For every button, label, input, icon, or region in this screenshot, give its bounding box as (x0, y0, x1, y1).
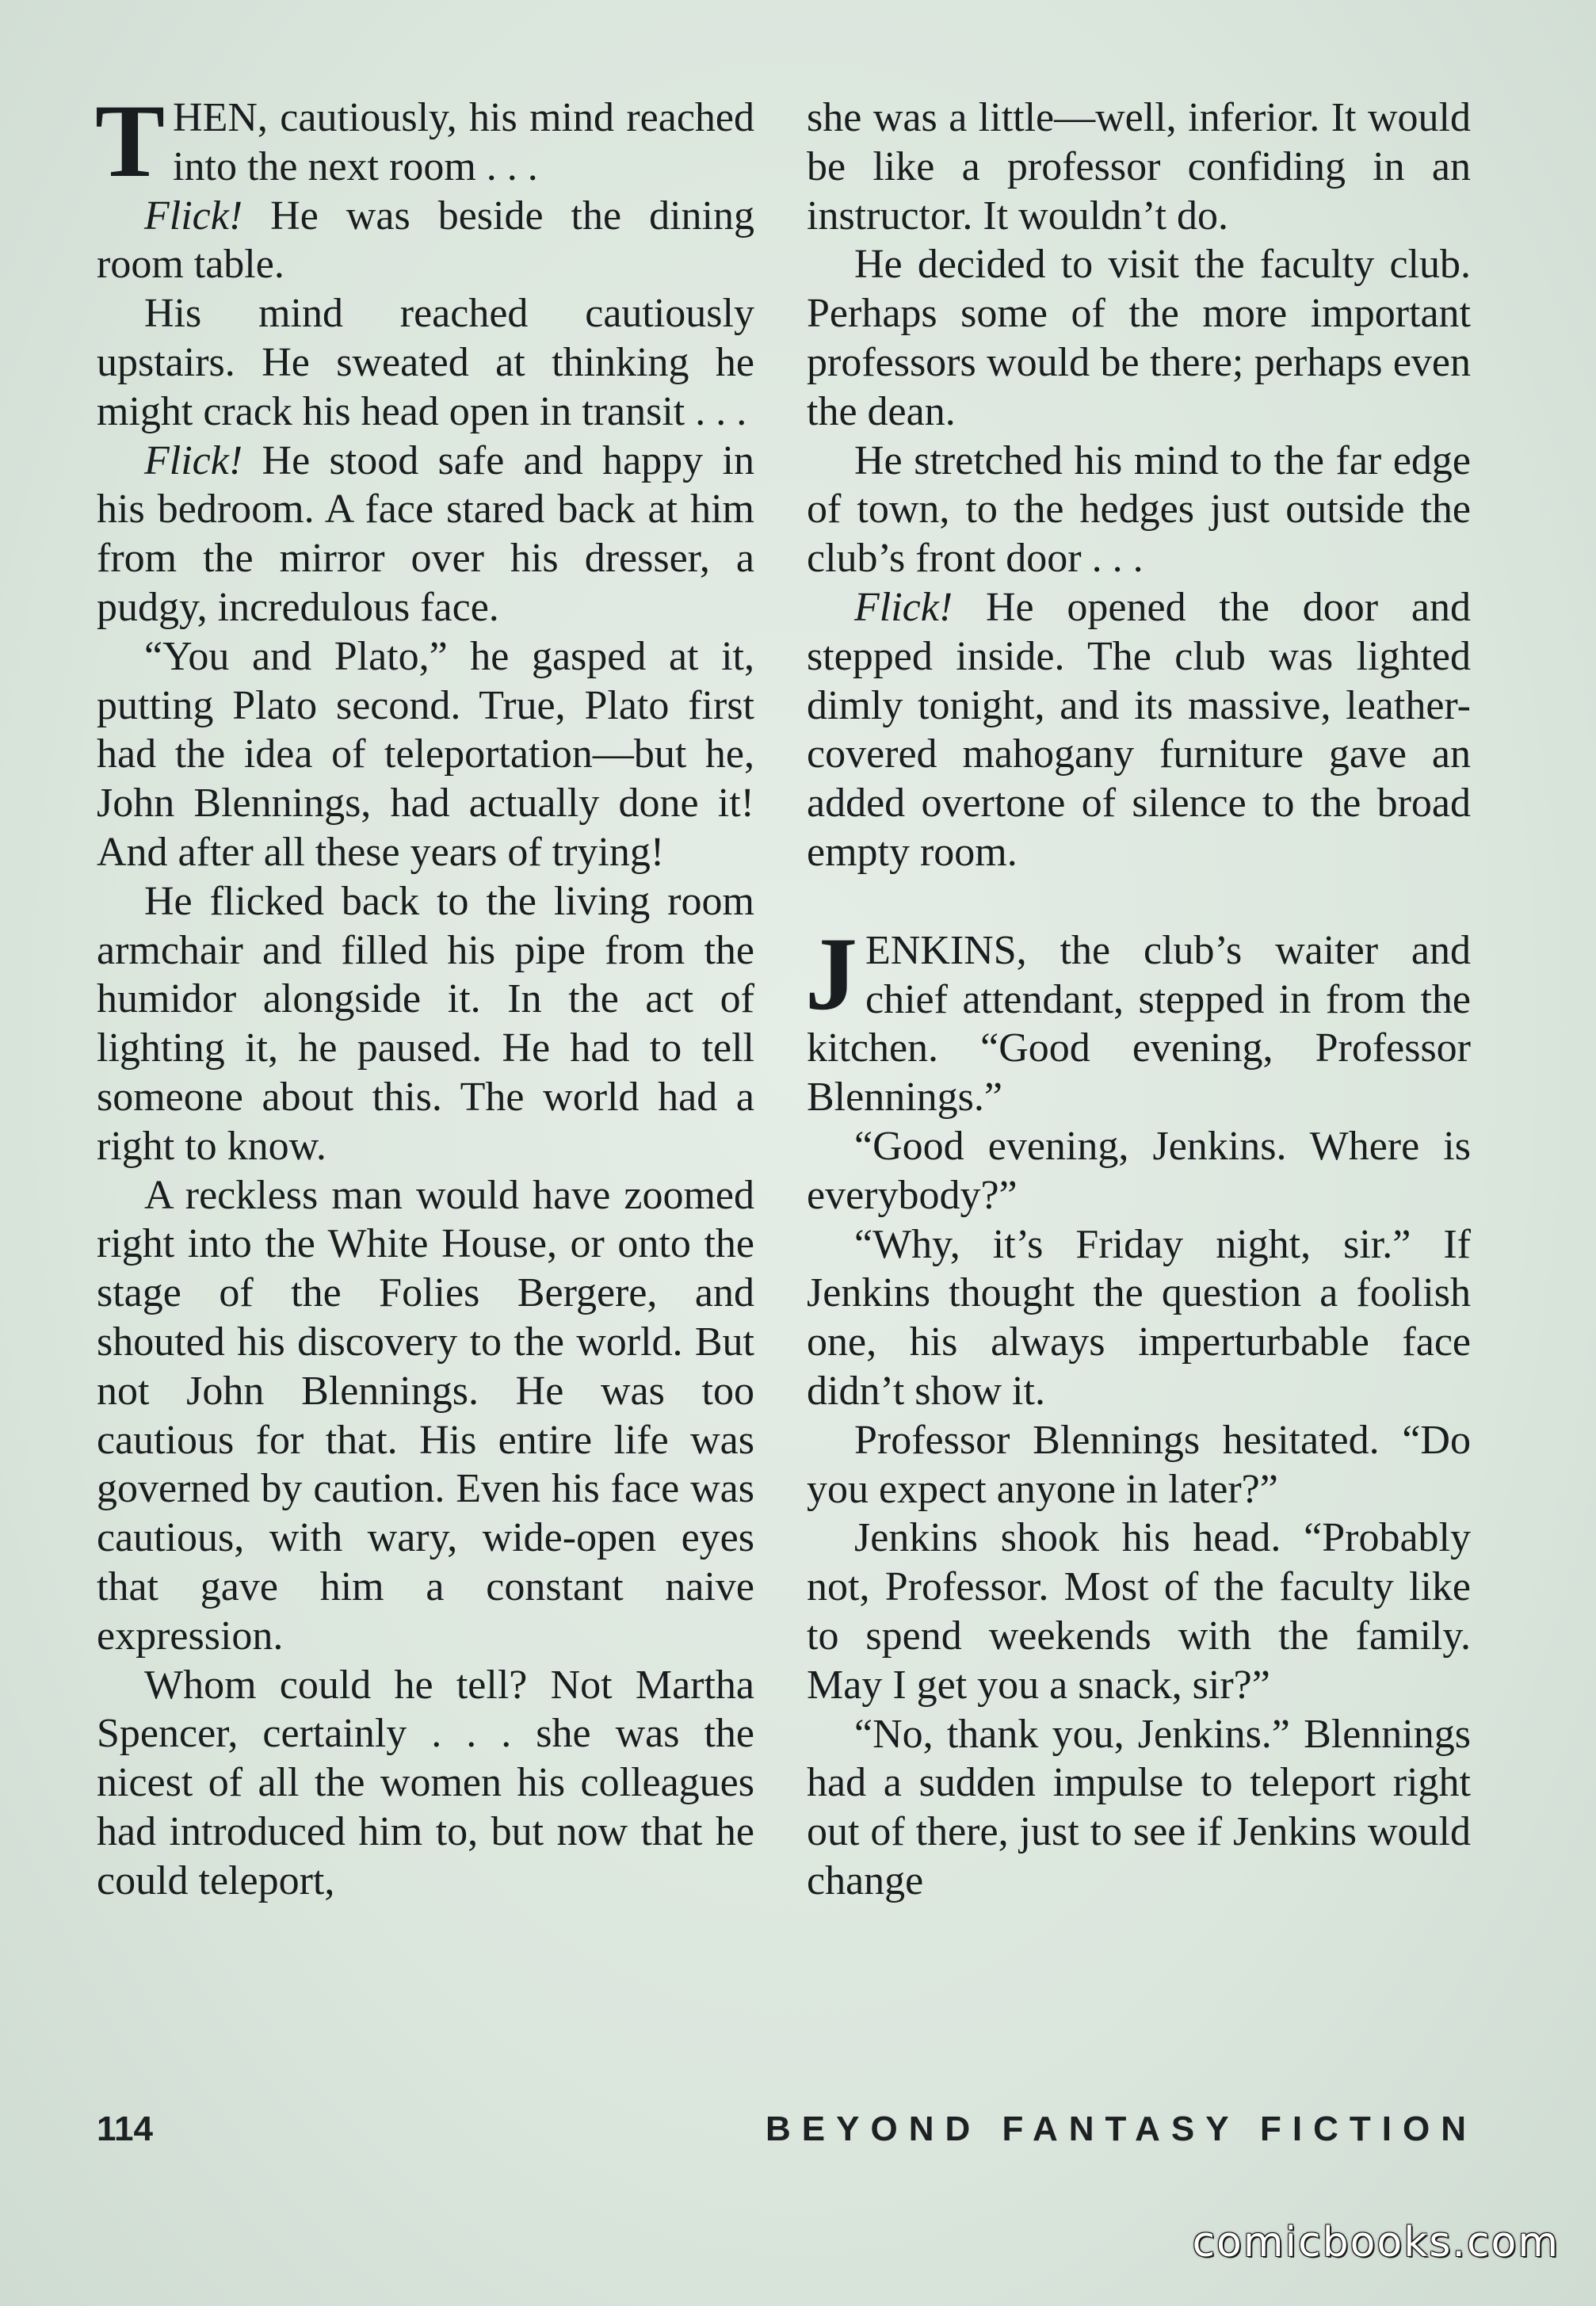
paragraph-text: ENKINS, the club’s waiter and chief attendant, stepped in from the kitchen. “Good evening, Professor Blennings.” (807, 927, 1471, 1121)
paragraph-text: He stood safe and happy in his bedroom. A face stared back at him from the mirror over his dresser, a pudgy, incredulous face. (97, 437, 754, 630)
magazine-title: BEYOND FANTASY FICTION (766, 2109, 1477, 2148)
emphasis-text: Flick! (144, 437, 243, 483)
paragraph: He stretched his mind to the far edge of town, to the hedges just outside the club’s front door . . . (807, 437, 1471, 582)
emphasis-text: Flick! (144, 193, 243, 239)
paragraph: He decided to visit the faculty club. Perhaps some of the more important professors would be there; perhaps even the dean. (807, 242, 1471, 434)
paragraph (97, 437, 754, 632)
paragraph: Whom could he tell? Not Martha Spencer, certainly . . . she was the nicest of all the women his colleagues had introduced him to, but now that he could teleport, (97, 1662, 754, 1903)
right-text-column (807, 94, 1471, 1906)
paragraph: A reckless man would have zoomed right into the White House, or onto the stage of the Folies Bergere, and shouted his discovery to the world. But not John Blennings. He was too cautious for that. His entire life was governed by caution. Even his face was cautious, with wary, wide-open eyes that gave him a constant naive expression. (97, 1172, 754, 1659)
paragraph-text: He opened the door and stepped inside. The club was lighted dimly tonight, and its massive, leather-covered mahogany furniture gave an added overtone of silence to the broad empty room. (807, 584, 1471, 875)
drop-cap: T (95, 82, 166, 199)
paragraph: “Why, it’s Friday night, sir.” If Jenkins thought the question a foolish one, his always imperturbable face didn’t show it. (807, 1221, 1471, 1414)
left-text-column (95, 82, 754, 1905)
paragraph: He flicked back to the living room armchair and filled his pipe from the humidor alongside it. In the act of lighting it, he paused. He had to tell someone about this. The world had a right to know. (97, 878, 754, 1169)
paragraph: “Good evening, Jenkins. Where is everybody?” (807, 1123, 1471, 1218)
drop-cap: J (805, 914, 857, 1032)
paragraph (805, 914, 1471, 1122)
emphasis-text: Flick! (854, 584, 953, 630)
paragraph (807, 583, 1471, 877)
paragraph (97, 192, 754, 290)
paragraph: Professor Blennings hesitated. “Do you expect anyone in later?” (807, 1417, 1471, 1512)
paragraph-text: HEN, cautiously, his mind reached into the next room . . . (173, 95, 754, 189)
paragraph: “You and Plato,” he gasped at it, putting Plato second. True, Plato first had the idea of teleportation—but he, John Blennings, had actually done it! And after all these years of trying! (97, 633, 754, 875)
paragraph: His mind reached cautiously upstairs. He sweated at thinking he might crack his head open in transit . . . (97, 291, 754, 434)
paragraph (95, 82, 754, 199)
paragraph: “No, thank you, Jenkins.” Blennings had a sudden impulse to teleport right out of there, just to see if Jenkins would change (807, 1711, 1471, 1903)
page-number: 114 (97, 2109, 153, 2148)
paragraph: Jenkins shook his head. “Probably not, Professor. Most of the faculty like to spend weekends with the family. May I get you a snack, sir?” (807, 1515, 1471, 1708)
paragraph: she was a little—well, inferior. It would be like a professor confiding in an instructor. It wouldn’t do. (807, 95, 1471, 239)
watermark: comicbooks.com (1192, 2219, 1560, 2266)
paragraph-text: He was beside the dining room table. (97, 193, 754, 288)
